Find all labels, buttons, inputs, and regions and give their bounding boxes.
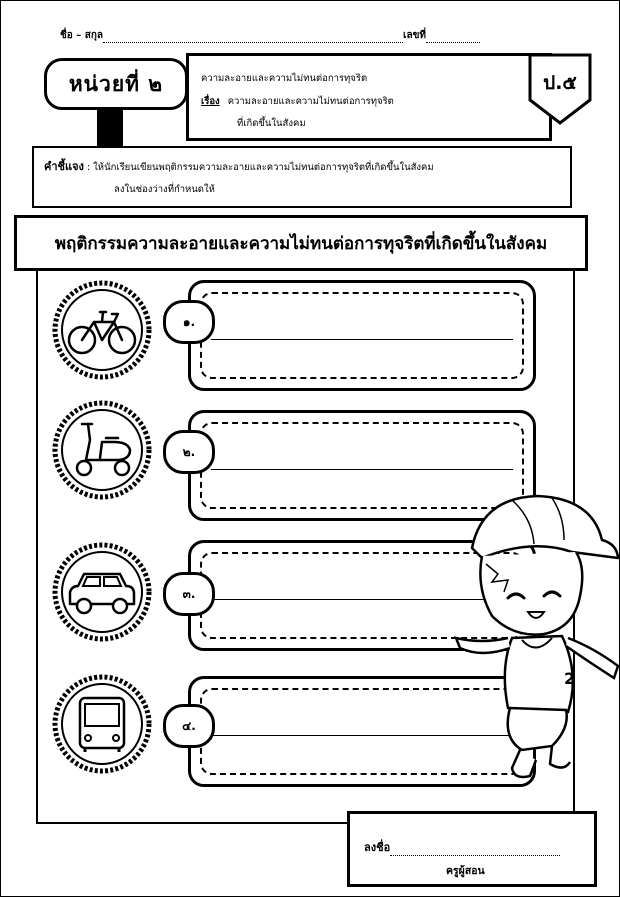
signature-label: ลงชื่อ [364, 841, 391, 854]
item-number-2: ๒. [163, 430, 215, 474]
number-label: เลขที่ [403, 30, 427, 41]
signature-line [364, 838, 560, 856]
instructions-line-1 [44, 157, 434, 175]
name-label: ชื่อ – สกุล [60, 30, 104, 41]
shirt-number: 2 [564, 669, 576, 688]
worksheet-title: พฤติกรรมความละอายและความไม่ทนต่อการทุจริตที่เกิดขึ้นในสังคม [14, 215, 588, 271]
topic-line-3: ที่เกิดขึ้นในสังคม [237, 118, 306, 129]
scooter-icon [52, 400, 152, 500]
item-number-1: ๑. [163, 300, 215, 344]
number-blank[interactable] [426, 32, 480, 43]
answer-line-1[interactable] [211, 339, 513, 340]
topic-line-1: ความละอายและความไม่ทนต่อการทุจริต [201, 73, 368, 84]
name-line [60, 28, 560, 43]
teacher-role: ครูผู้สอน [446, 865, 485, 877]
signature-blank[interactable] [390, 845, 560, 856]
instructions-label: คำชี้แจง [44, 160, 84, 173]
instructions-text: : ให้นักเรียนเขียนพฤติกรรมความละอายและความไม่ทนต่อการทุจริตที่เกิดขึ้นในสังคม [86, 162, 434, 173]
topic-box [186, 53, 552, 141]
answer-line-2[interactable] [211, 469, 513, 470]
item-number-3: ๓. [163, 572, 215, 616]
grade-badge [527, 52, 593, 126]
topic-line-2 [201, 94, 394, 109]
bus-icon [52, 674, 152, 774]
unit-label: หน่วยที่ ๒ [44, 58, 188, 110]
instructions-box [32, 146, 572, 208]
bicycle-icon [52, 280, 152, 380]
subject-label: เรื่อง [201, 96, 220, 107]
cartoon-boy-illustration [452, 488, 620, 788]
signature-box [347, 811, 597, 887]
grade-label: ป.๕ [543, 72, 577, 94]
car-icon [52, 542, 152, 642]
subject-text: ความละอายและความไม่ทนต่อการทุจริต [227, 96, 394, 107]
instructions-line-2: ลงในช่องว่างที่กำหนดให้ [114, 184, 215, 195]
answer-card-1 [188, 280, 536, 391]
item-number-4: ๔. [163, 704, 215, 748]
name-blank[interactable] [103, 32, 403, 43]
